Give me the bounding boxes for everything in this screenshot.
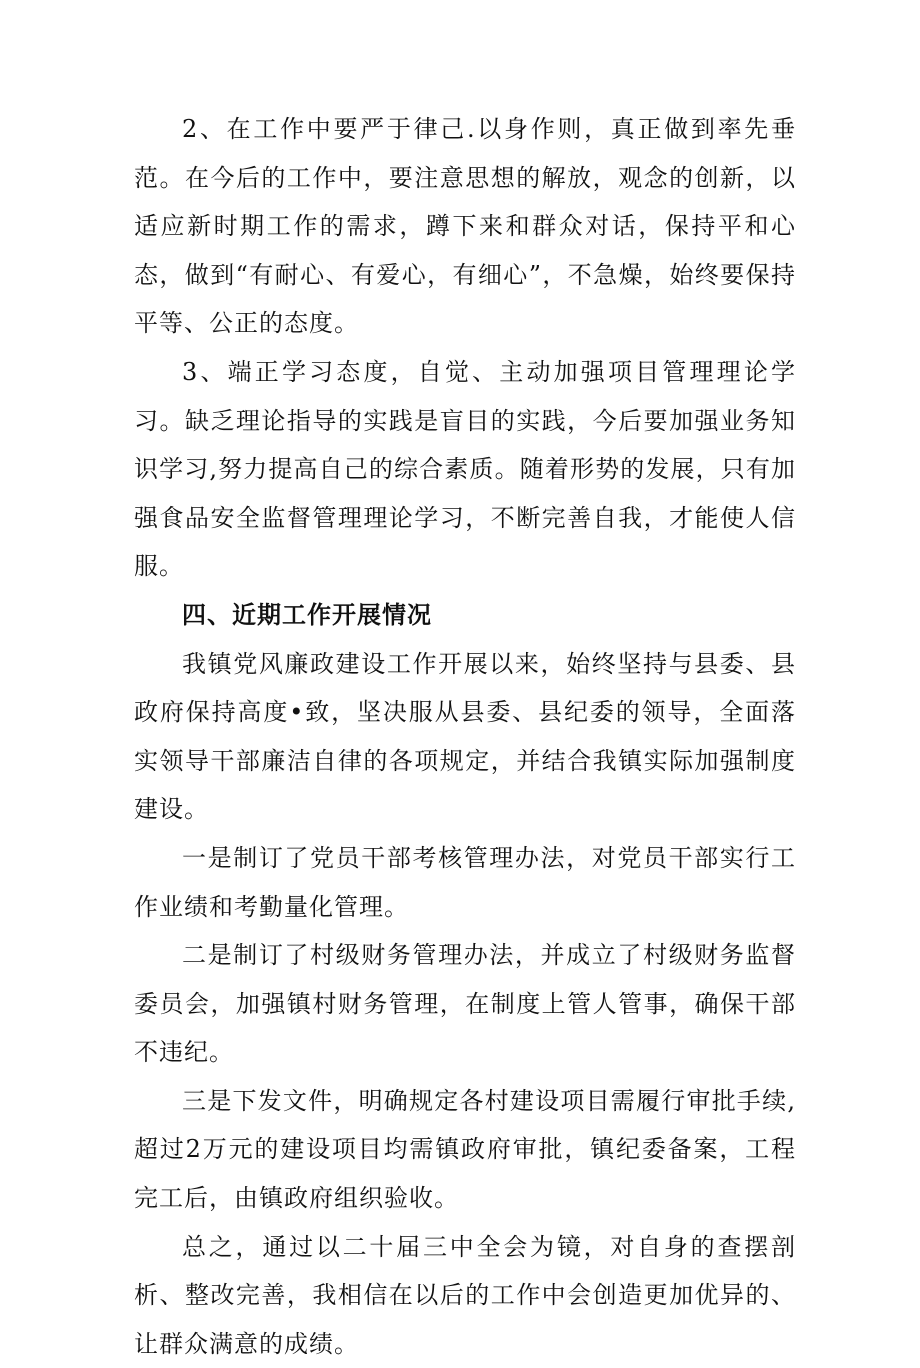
paragraph-assessment-measures: 一是制订了党员干部考核管理办法，对党员干部实行工作业绩和考勤量化管理。 bbox=[134, 843, 796, 921]
paragraph-project-approval: 三是下发文件，明确规定各村建设项目需履行审批手续,超过2万元的建设项目均需镇政府审批，镇纪委备案，工程完工后，由镇政府组织验收。 bbox=[134, 1086, 796, 1213]
paragraph-finance-management: 二是制订了村级财务管理办法，并成立了村级财务监督委员会，加强镇村财务管理，在制度上管人管事，确保干部不违纪。 bbox=[134, 941, 796, 1067]
section-heading-recent-work: 四、近期工作开展情况 bbox=[182, 600, 432, 629]
paragraph-work-discipline: 2、在工作中要严于律己.以身作则，真正做到率先垂范。在今后的工作中，要注意思想的解放，观念的创新，以适应新时期工作的需求，蹲下来和群众对话，保持平和心态，做到“有耐心、有爱心，有细心”，不急燥，始终要保持平等、公正的态度。 bbox=[134, 115, 796, 338]
paragraph-study-attitude: 3、端正学习态度，自觉、主动加强项目管理理论学习。缺乏理论指导的实践是盲目的实践，今后要加强业务知识学习,努力提高自己的综合素质。随着形势的发展，只有加强食品安全监督管理理论学习，不断完善自我，才能使人信服。 bbox=[134, 357, 796, 581]
paragraph-party-style-work: 我镇党风廉政建设工作开展以来，始终坚持与县委、县政府保持高度•致，坚决服从县委、县纪委的领导，全面落实领导干部廉洁自律的各项规定，并结合我镇实际加强制度建设。 bbox=[134, 649, 796, 824]
document-body bbox=[134, 105, 796, 1368]
paragraph-conclusion: 总之，通过以二十届三中全会为镜，对自身的查摆剖析、整改完善，我相信在以后的工作中会创造更加优异的、让群众满意的成绩。 bbox=[134, 1232, 796, 1358]
